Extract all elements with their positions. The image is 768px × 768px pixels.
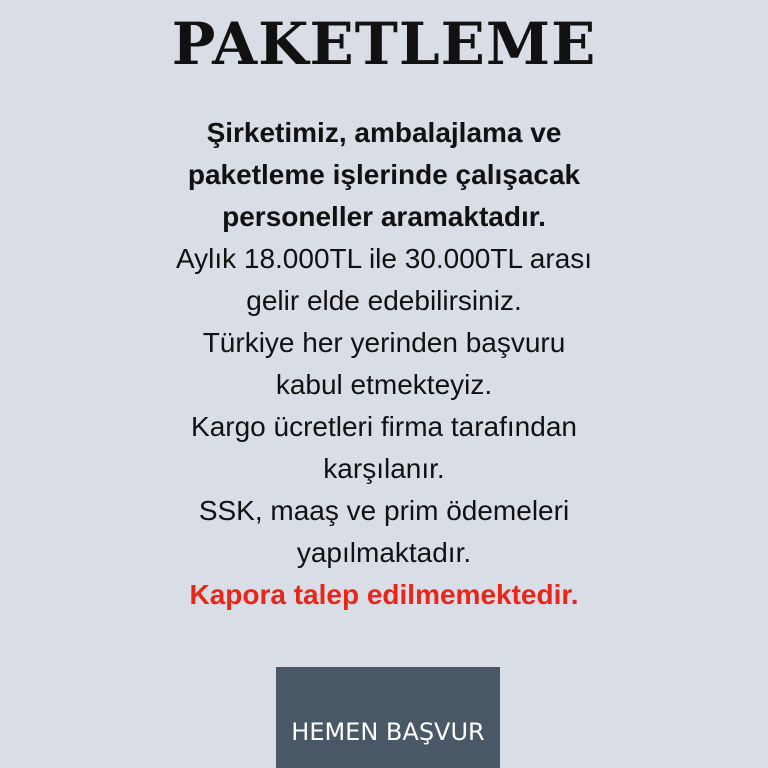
body-line: kabul etmekteyiz. xyxy=(275,369,493,400)
body-line: Aylık 18.000TL ile 30.000TL arası xyxy=(175,243,593,274)
intro-line: Şirketimiz, ambalajlama ve xyxy=(206,117,562,148)
body-line: gelir elde edebilirsiniz. xyxy=(246,285,522,316)
body-line: yapılmaktadır. xyxy=(296,537,472,568)
no-deposit-notice: Kapora talep edilmemektedir. xyxy=(189,579,579,610)
body-line: Türkiye her yerinden başvuru xyxy=(202,327,566,358)
intro-line: paketleme işlerinde çalışacak xyxy=(187,159,581,190)
intro-line: personeller aramaktadır. xyxy=(222,201,546,232)
body-line: karşılanır. xyxy=(323,453,445,484)
job-description xyxy=(0,112,768,616)
body-line: SSK, maaş ve prim ödemeleri xyxy=(198,495,570,526)
page-title: PAKETLEME xyxy=(171,10,597,78)
body-line: Kargo ücretleri firma tarafından xyxy=(191,411,577,442)
apply-now-button[interactable]: HEMEN BAŞVUR xyxy=(276,667,500,768)
